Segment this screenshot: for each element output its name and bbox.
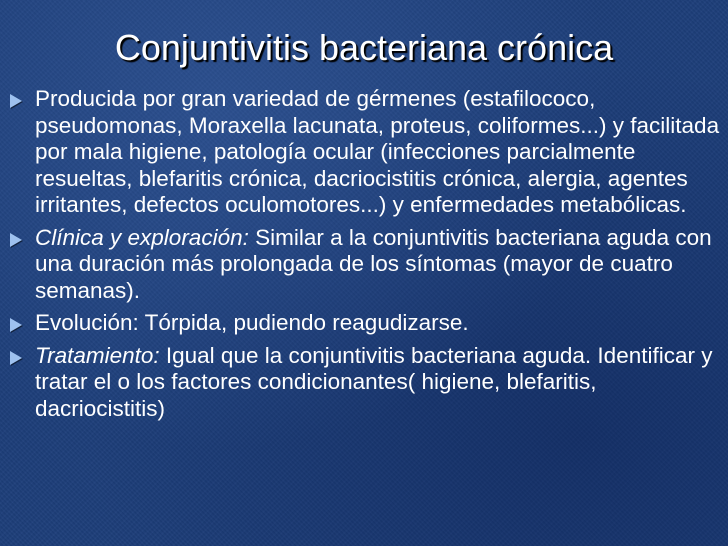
list-item [10,310,720,337]
bullet-list [10,86,720,428]
list-item [10,86,720,219]
bullet-lead: Tratamiento: [35,342,160,368]
bullet-lead: Clínica y exploración: [35,224,249,250]
bullet-text: Igual que la conjuntivitis bacteriana aguda. Identificar y tratar el o los factores condicionantes( higiene, blefaritis, dacriocistitis) [35,342,713,421]
list-item [10,225,720,305]
slide-title: Conjuntivitis bacteriana crónica [114,27,614,68]
bullet-icon [10,351,22,365]
bullet-icon [10,318,22,332]
bullet-text: Producida por gran variedad de gérmenes (estafilococo, pseudomonas, Moraxella lacunata, proteus, coliformes...) y facilitada por mala higiene, patología ocular (infecciones parcialmente resueltas, blefaritis crónica, dacriocistitis crónica, alergia, agentes irritantes, defectos oculomotores...) y enfermedades metabólicas. [35,86,720,217]
bullet-icon [10,94,22,108]
bullet-icon [10,233,22,247]
bullet-text: Similar a la conjuntivitis bacteriana aguda con una duración más prolongada de los síntomas (mayor de cuatro semanas). [35,224,712,303]
list-item [10,343,720,423]
bullet-text: Evolución: Tórpida, pudiendo reagudizarse. [35,310,469,335]
